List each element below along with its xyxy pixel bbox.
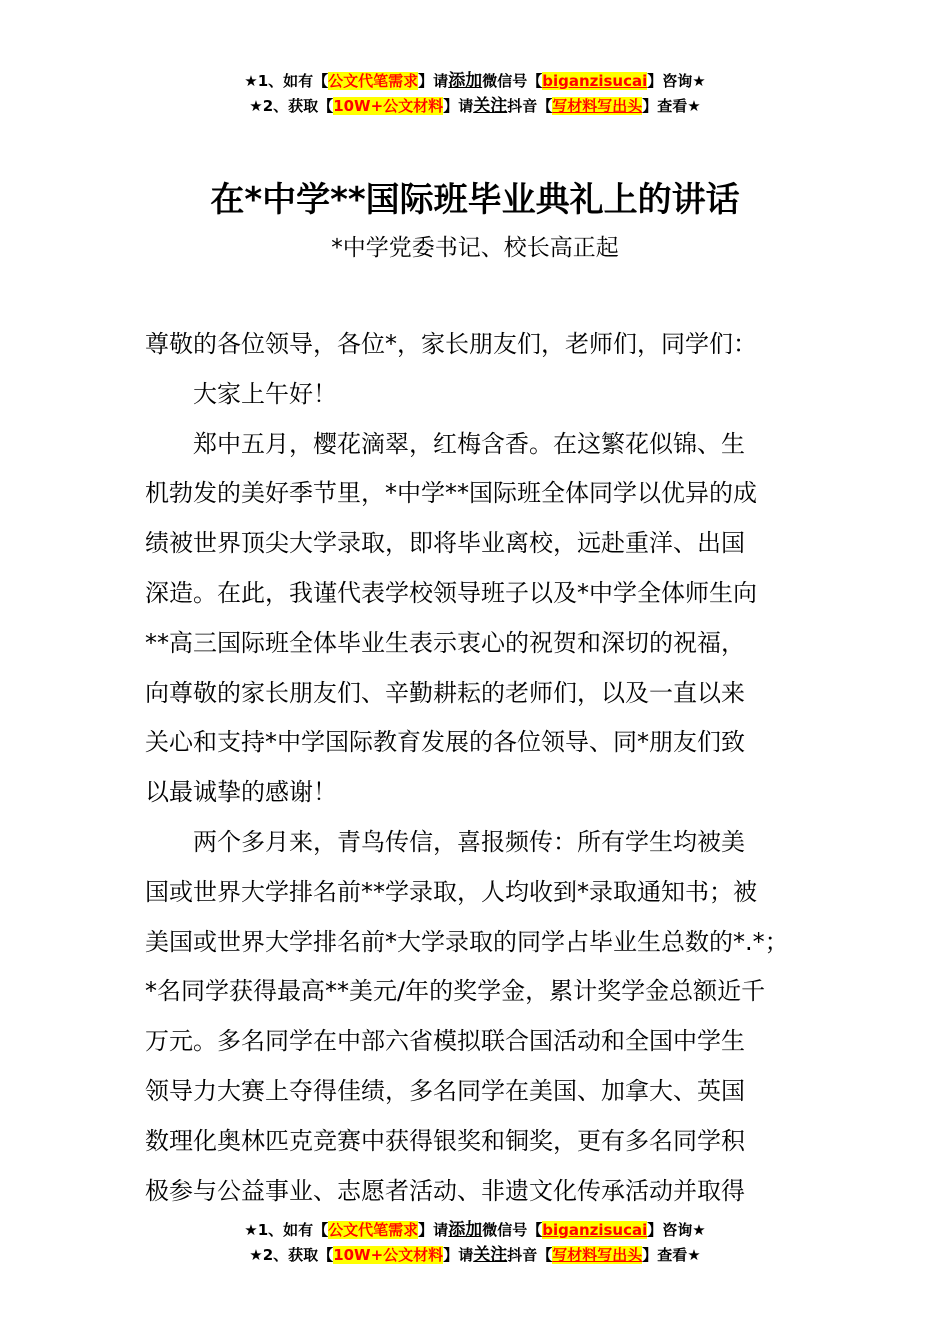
banner-highlight: 10W+公文材料 xyxy=(333,97,444,115)
banner-text: 】请 xyxy=(418,1221,449,1239)
body-text-line: 郑中五月，樱花滴翠，红梅含香。在这繁花似锦、生 xyxy=(145,429,745,458)
banner-text: 微信号【 xyxy=(482,72,543,90)
banner-text: ★2、获取【 xyxy=(249,1246,334,1264)
banner-highlight: 公文代笔需求 xyxy=(328,1221,419,1239)
banner-text: 】查看★ xyxy=(642,97,701,115)
banner-text: ★1、如有【 xyxy=(244,1221,329,1239)
body-text-line: 数理化奥林匹克竞赛中获得银奖和铜奖，更有多名同学积 xyxy=(145,1126,745,1155)
banner-highlight: 写材料写出头 xyxy=(552,1246,643,1264)
body-text-line: **高三国际班全体毕业生表示衷心的祝贺和深切的祝福， xyxy=(145,628,745,657)
body-text-line: 两个多月来，青鸟传信，喜报频传：所有学生均被美 xyxy=(145,827,745,856)
banner-text: 】咨询★ xyxy=(647,72,706,90)
banner-underlined: 添加 xyxy=(448,1220,483,1240)
document-subtitle: *中学党委书记、校长高正起 xyxy=(331,235,619,261)
body-text-line: 万元。多名同学在中部六省模拟联合国活动和全国中学生 xyxy=(145,1027,745,1056)
banner-text: ★2、获取【 xyxy=(249,97,334,115)
banner-text: ★1、如有【 xyxy=(244,72,329,90)
banner-text: 】请 xyxy=(418,72,449,90)
banner-highlight: 公文代笔需求 xyxy=(328,72,419,90)
banner-text: 微信号【 xyxy=(482,1221,543,1239)
body-text-line: 尊敬的各位领导，各位*，家长朋友们，老师们，同学们： xyxy=(145,330,757,358)
body-text-line: 绩被世界顶尖大学录取，即将毕业离校，远赴重洋、出国 xyxy=(145,529,745,558)
body-text-line: 机勃发的美好季节里，*中学**国际班全体同学以优异的成 xyxy=(145,479,757,508)
body-text-line: 国或世界大学排名前**学录取，人均收到*录取通知书；被 xyxy=(145,877,757,906)
banner-text: 】查看★ xyxy=(642,1246,701,1264)
banner-text: 抖音【 xyxy=(507,1246,553,1264)
body-text-line: 向尊敬的家长朋友们、辛勤耕耘的老师们，以及一直以来 xyxy=(145,678,745,707)
bottom-banner-line-1 xyxy=(0,1218,950,1242)
body-text-line: 关心和支持*中学国际教育发展的各位领导、同*朋友们致 xyxy=(145,728,745,757)
banner-underlined: 添加 xyxy=(448,71,483,91)
body-text-line: 深造。在此，我谨代表学校领导班子以及*中学全体师生向 xyxy=(145,578,757,607)
body-text-line: 美国或世界大学排名前*大学录取的同学占毕业生总数的*.*； xyxy=(145,927,789,956)
banner-underlined: 关注 xyxy=(473,96,508,116)
banner-highlight: 写材料写出头 xyxy=(552,97,643,115)
body-text-line: 大家上午好！ xyxy=(145,379,337,408)
banner-text: 】请 xyxy=(443,1246,474,1264)
banner-highlight: biganzisucai xyxy=(542,1221,648,1239)
document-body xyxy=(145,320,845,1216)
top-banner-line-2 xyxy=(0,94,950,118)
banner-text: 】请 xyxy=(443,97,474,115)
top-banner-line-1 xyxy=(0,69,950,93)
banner-underlined: 关注 xyxy=(473,1245,508,1265)
body-text-line: 极参与公益事业、志愿者活动、非遗文化传承活动并取得 xyxy=(145,1176,745,1205)
banner-text: 抖音【 xyxy=(507,97,553,115)
body-text-line: *名同学获得最高**美元/年的奖学金，累计奖学金总额近千 xyxy=(145,977,766,1006)
banner-highlight: 10W+公文材料 xyxy=(333,1246,444,1264)
bottom-banner-line-2 xyxy=(0,1243,950,1267)
body-text-line: 以最诚挚的感谢！ xyxy=(145,778,337,807)
banner-text: 】咨询★ xyxy=(647,1221,706,1239)
banner-highlight: biganzisucai xyxy=(542,72,648,90)
body-text-line: 领导力大赛上夺得佳绩，多名同学在美国、加拿大、英国 xyxy=(145,1076,745,1105)
document-title: 在*中学**国际班毕业典礼上的讲话 xyxy=(210,180,740,220)
